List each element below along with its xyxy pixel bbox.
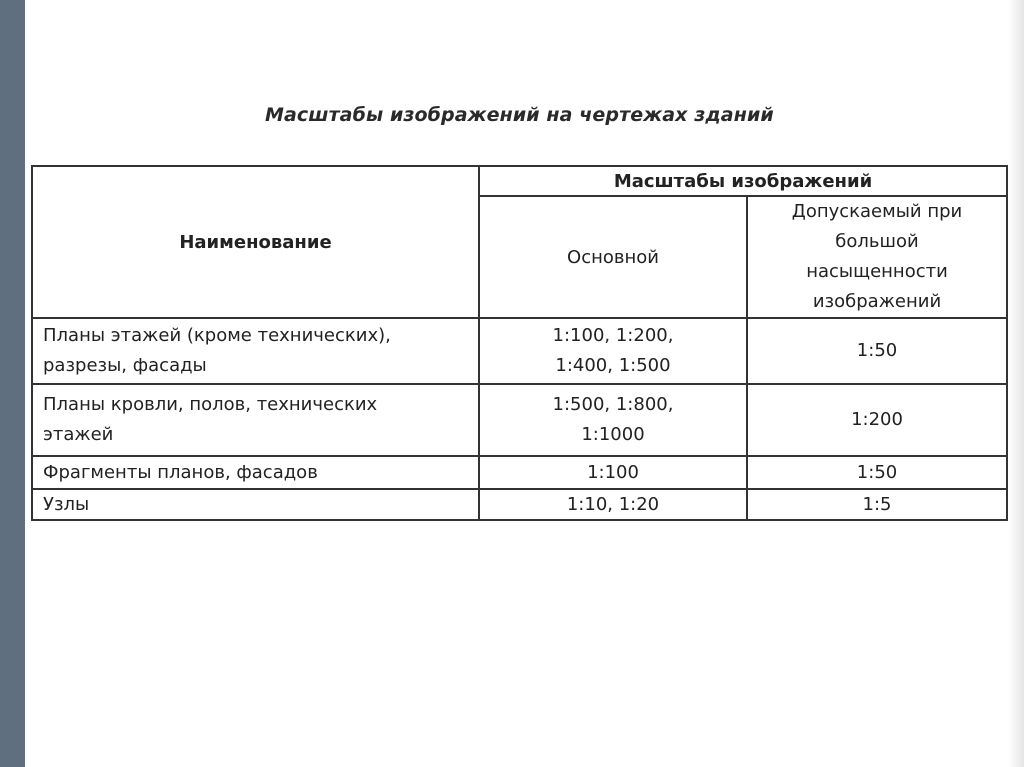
header-scales-group: Масштабы изображений [479,166,1007,196]
row-allowed-scale: 1:50 [747,318,1007,384]
row-main-scale: 1:10, 1:20 [479,489,747,520]
document-title: Масштабы изображений на чертежах зданий [265,104,774,126]
row-name: Планы этажей (кроме технических), разрезы, фасады [32,318,479,384]
header-main-scale: Основной [479,196,747,318]
table-row [32,489,1007,520]
row-main-scale: 1:500, 1:800, 1:1000 [479,384,747,456]
row-allowed-scale: 1:50 [747,456,1007,489]
row-name: Планы кровли, полов, технических этажей [32,384,479,456]
row-main-scale: 1:100, 1:200, 1:400, 1:500 [479,318,747,384]
row-allowed-scale: 1:5 [747,489,1007,520]
table-header-row [32,166,1007,196]
row-main-scale: 1:100 [479,456,747,489]
row-name: Фрагменты планов, фасадов [32,456,479,489]
table-row [32,318,1007,384]
scales-table [31,165,1008,521]
table-row [32,384,1007,456]
row-allowed-scale: 1:200 [747,384,1007,456]
slide-side-bar [0,0,25,767]
header-allowed-scale: Допускаемый при большой насыщенности изображений [747,196,1007,318]
header-name: Наименование [32,166,479,318]
table-row [32,456,1007,489]
slide-page-edge [1008,0,1024,767]
row-name: Узлы [32,489,479,520]
